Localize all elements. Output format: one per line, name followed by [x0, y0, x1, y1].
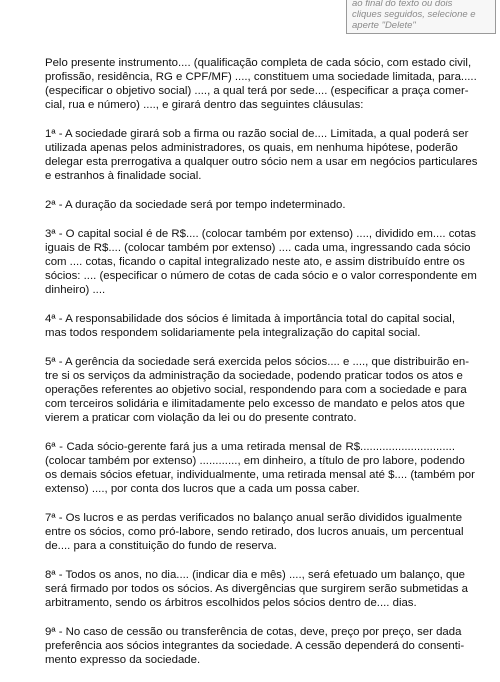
- note-line: aperte "Delete": [352, 20, 416, 31]
- instruction-note: [346, 0, 496, 34]
- clause-9: [45, 625, 465, 667]
- clause-1: [45, 127, 478, 183]
- text-line: de.... para a constituição do fundo de reserva.: [45, 540, 277, 552]
- text-line: 3ª - O capital social é de R$.... (colocar também por extenso) ...., dividido em.... cotas: [45, 228, 476, 240]
- text-line: será firmado por todos os sócios. As divergências que surgirem serão submetidas a: [45, 583, 468, 595]
- text-line: 8ª - Todos os anos, no dia.... (indicar dia e mês) ...., será efetuado um balanço, que: [45, 569, 466, 581]
- text-line: 6ª - Cada sócio-gerente fará jus a uma retirada mensal de R$..............................: [45, 441, 455, 453]
- text-line: utilizada apenas pelos administradores, os quais, em nenhuma hipótese, poderão: [45, 142, 458, 154]
- text-line: iguais de R$.... (colocar também por extenso) .... cada uma, ingressando cada sócio: [45, 242, 471, 254]
- text-line: cial, rua e número) ...., e girará dentro das seguintes cláusulas:: [45, 99, 364, 111]
- text-line: operações referentes ao objetivo social, respondendo para com a sociedade e para: [45, 384, 467, 396]
- clause-4: [45, 312, 455, 340]
- text-line: arbitramento, sendo os árbitros escolhidos pelos sócios dentro de.... dias.: [45, 597, 417, 609]
- text-line: 7ª - Os lucros e as perdas verificados no balanço anual serão divididos igualmente: [45, 512, 463, 524]
- text-line: vierem a praticar com violação da lei ou do presente contrato.: [45, 412, 357, 424]
- text-line: (colocar também por extenso) ............, em dinheiro, a título de pro labore, podendo: [45, 455, 465, 467]
- text-line: mento expresso da sociedade.: [45, 654, 201, 666]
- text-line: 5ª - A gerência da sociedade será exercida pelos sócios.... e ...., que distribuirão en-: [45, 356, 470, 368]
- text-line: delegar esta prerrogativa a qualquer outro sócio nem a usar em negócios particulares: [45, 156, 478, 168]
- text-line: profissão, residência, RG e CPF/MF) ...., constituem uma sociedade limitada, para.....: [45, 71, 477, 83]
- clause-7: [45, 511, 464, 553]
- note-line: ao final do texto ou dois: [352, 0, 453, 9]
- text-line: (especificar o objetivo social) ...., a qual terá por sede.... (especificar a praça comer-: [45, 85, 469, 97]
- text-line: 2ª - A duração da sociedade será por tempo indeterminado.: [45, 199, 346, 211]
- text-line: 9ª - No caso de cessão ou transferência de cotas, deve, preço por preço, ser dada: [45, 626, 462, 638]
- clause-5: [45, 355, 470, 425]
- text-line: 1ª - A sociedade girará sob a firma ou razão social de.... Limitada, a qual poderá ser: [45, 128, 469, 140]
- contract-body: [45, 56, 478, 682]
- text-line: e estranhos à finalidade social.: [45, 170, 202, 182]
- text-line: tre si os serviços da administração da sociedade, podendo praticar todos os atos e: [45, 370, 463, 382]
- clause-6: [45, 440, 475, 496]
- clause-3: [45, 227, 477, 297]
- note-line: cliques seguidos, selecione e: [352, 9, 476, 20]
- text-line: com terceiros solidária e ilimitadamente pelo excesso de mandato e pelos atos que: [45, 398, 465, 410]
- text-line: com .... cotas, ficando o capital integralizado neste ato, e assim distribuído entre os: [45, 256, 465, 268]
- text-line: 4ª - A responsabilidade dos sócios é limitada à importância total do capital social,: [45, 313, 455, 325]
- text-line: extenso) ...., por conta dos lucros que a cada um possa caber.: [45, 483, 360, 495]
- text-line: os demais sócios efetuar, individualmente, uma retirada mensal até $.... (também por: [45, 469, 475, 481]
- text-line: dinheiro) ....: [45, 284, 106, 296]
- preamble-paragraph: [45, 56, 477, 112]
- clause-2: [45, 198, 455, 212]
- text-line: mas todos respondem solidariamente pela integralização do capital social.: [45, 327, 421, 339]
- clause-8: [45, 568, 468, 610]
- text-line: Pelo presente instrumento.... (qualificação completa de cada sócio, com estado civil,: [45, 57, 472, 69]
- text-line: entre os sócios, como pró-labore, sendo retirado, dos lucros anuais, um percentual: [45, 526, 464, 538]
- text-line: preferência aos sócios integrantes da sociedade. A cessão dependerá do consenti-: [45, 640, 465, 652]
- text-line: sócios: .... (especificar o número de cotas de cada sócio e o valor correspondente em: [45, 270, 477, 282]
